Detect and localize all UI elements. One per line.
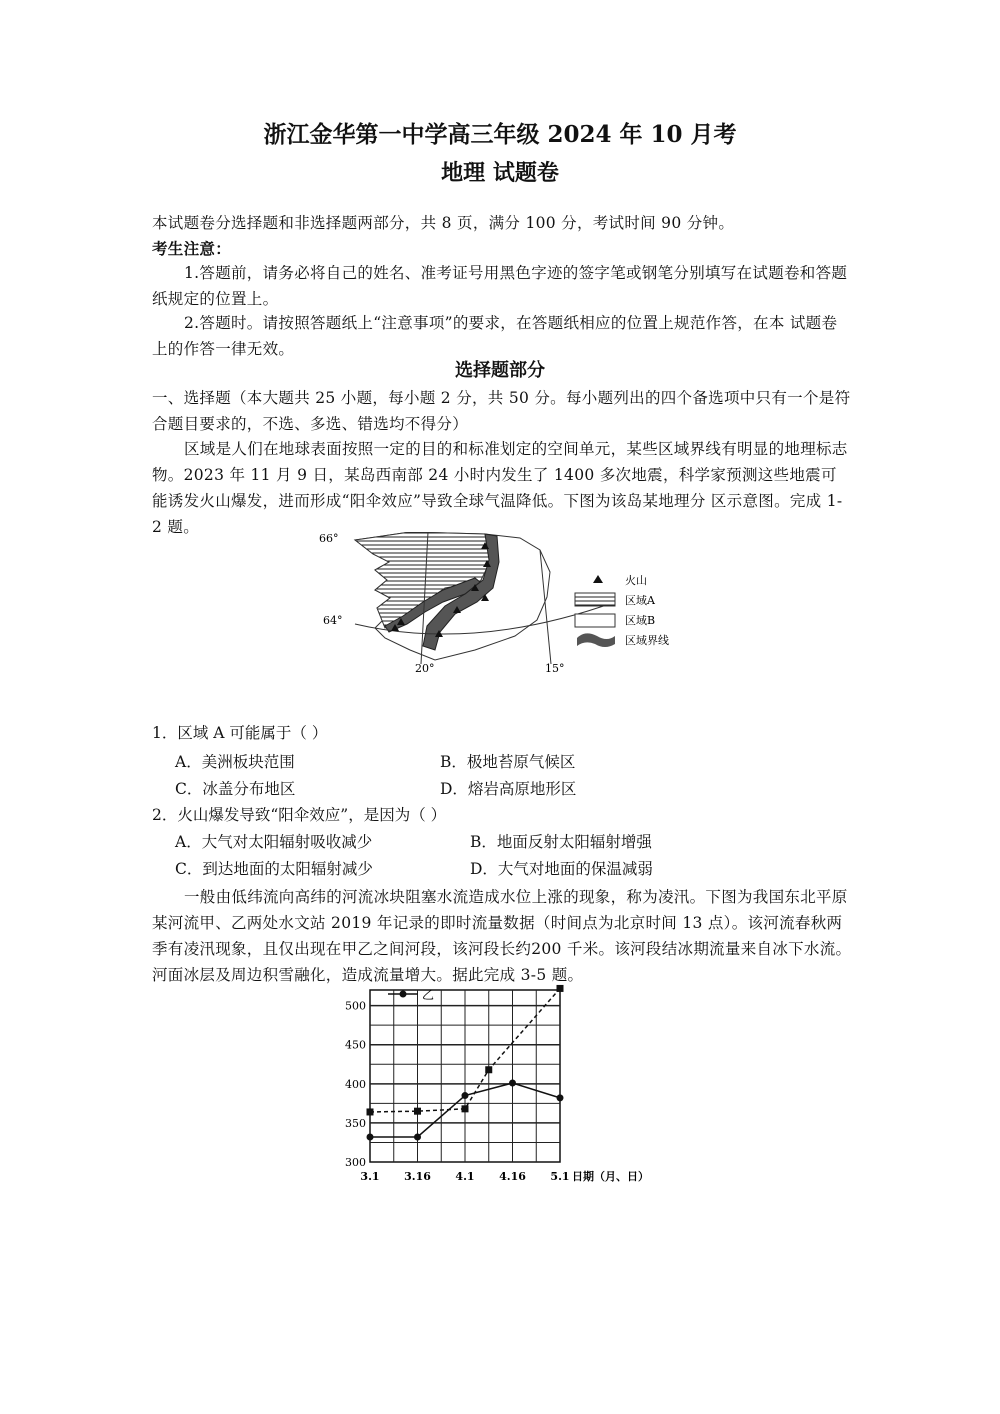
x-axis-label: 日期（月、日） bbox=[572, 1170, 649, 1183]
q1-option-d[interactable]: D．熔岩高原地形区 bbox=[440, 780, 577, 798]
q2-option-a[interactable]: A．大气对太阳辐射吸收减少 bbox=[175, 833, 373, 851]
legend-volcano-label: 火山 bbox=[625, 574, 647, 587]
q1-stem: 1．区域 A 可能属于（ ） bbox=[152, 724, 328, 742]
legend-region-a-label: 区域A bbox=[625, 594, 655, 607]
q1-option-b[interactable]: B．极地苔原气候区 bbox=[440, 753, 576, 771]
x-tick-label: 3.1 bbox=[360, 1170, 380, 1183]
legend-volcano-icon bbox=[593, 575, 603, 583]
data-point-甲 bbox=[485, 1066, 492, 1073]
legend-marker bbox=[400, 991, 407, 998]
data-point-甲 bbox=[367, 1108, 374, 1115]
data-point-乙 bbox=[414, 1133, 421, 1140]
legend-region-b-swatch bbox=[575, 614, 615, 627]
notice-2: 2.答题时。请按照答题纸上“注意事项”的要求，在答题纸相应的位置上规范作答，在本 试题卷上的作答一律无效。 bbox=[152, 314, 838, 358]
legend-label: 乙 bbox=[422, 988, 435, 1002]
region-map bbox=[315, 532, 695, 674]
lon-15-label: 15° bbox=[545, 662, 565, 674]
legend-region-a-swatch bbox=[575, 593, 615, 606]
passage-2: 一般由低纬流向高纬的河流冰块阻塞水流造成水位上涨的现象，称为凌汛。下图为我国东北平原某河流甲、乙两处水文站 2019 年记录的即时流量数据（时间点为北京时间 13 点）。该河流春秋两季有凌汛现象，且仅出现在甲乙之间河段，该河段长约200 千米。该河段结冰期流量来自冰下水流。河面冰层及周边积雪融化，造成流量增大。据此完成 3-5 题。 bbox=[152, 888, 852, 984]
q2-option-d[interactable]: D．大气对地面的保温减弱 bbox=[470, 860, 653, 878]
data-point-乙 bbox=[509, 1080, 516, 1087]
q1-option-a[interactable]: A．美洲板块范围 bbox=[175, 753, 295, 771]
x-tick-label: 5.1 bbox=[550, 1170, 570, 1183]
intro-line: 本试题卷分选择题和非选择题两部分，共 8 页，满分 100 分，考试时间 90 分钟。 bbox=[152, 214, 735, 232]
exam-subtitle: 地理 试题卷 bbox=[441, 160, 559, 186]
legend-boundary-swatch bbox=[577, 633, 615, 647]
y-tick-label: 400 bbox=[345, 1077, 366, 1091]
data-point-甲 bbox=[462, 1105, 469, 1112]
data-point-甲 bbox=[414, 1108, 421, 1115]
q2-option-c[interactable]: C．到达地面的太阳辐射减少 bbox=[175, 860, 373, 878]
y-tick-label: 300 bbox=[345, 1156, 366, 1169]
data-point-乙 bbox=[557, 1094, 564, 1101]
y-tick-label: 500 bbox=[345, 999, 366, 1013]
x-tick-label: 4.1 bbox=[455, 1170, 475, 1183]
data-point-乙 bbox=[367, 1133, 374, 1140]
legend-region-b-label: 区域B bbox=[625, 614, 656, 627]
notice-label: 考生注意： bbox=[152, 239, 232, 258]
q2-stem: 2．火山爆发导致“阳伞效应”，是因为（ ） bbox=[152, 806, 447, 824]
lat-66-label: 66° bbox=[319, 532, 339, 545]
x-tick-label: 3.16 bbox=[404, 1170, 431, 1183]
q2-option-b[interactable]: B．地面反射太阳辐射增强 bbox=[470, 833, 652, 851]
x-tick-label: 4.16 bbox=[499, 1170, 526, 1183]
y-tick-label: 450 bbox=[345, 1038, 366, 1052]
data-point-甲 bbox=[557, 985, 564, 992]
passage-1: 区域是人们在地球表面按照一定的目的和标准划定的空间单元，某些区域界线有明显的地理标志物。2023 年 11 月 9 日，某岛西南部 24 小时内发生了 1400 多次地震，科学家预测这些地震可能诱发火山爆发，进而形成“阳伞效应”导致全球气温降低。下图为该岛某地理分 区示意图。完成 1-2 题。 bbox=[152, 440, 848, 536]
lat-64-label: 64° bbox=[323, 614, 343, 627]
section-instruction: 一、选择题（本大题共 25 小题，每小题 2 分，共 50 分。每小题列出的四个备选项中只有一个是符合题目要求的，不选、多选、错选均不得分） bbox=[152, 389, 851, 433]
data-point-乙 bbox=[462, 1092, 469, 1099]
section-title: 选择题部分 bbox=[455, 360, 545, 381]
legend-boundary-label: 区域界线 bbox=[625, 634, 669, 647]
y-tick-label: 350 bbox=[345, 1116, 366, 1130]
q1-option-c[interactable]: C．冰盖分布地区 bbox=[175, 780, 296, 798]
notice-1: 1.答题前，请务必将自己的姓名、准考证号用黑色字迹的签字笔或钢笔分别填写在试题卷和答题纸规定的位置上。 bbox=[152, 264, 848, 308]
lon-20-label: 20° bbox=[415, 662, 435, 674]
flow-chart bbox=[340, 982, 670, 1187]
exam-title: 浙江金华第一中学高三年级 2024 年 10 月考 bbox=[263, 121, 737, 148]
